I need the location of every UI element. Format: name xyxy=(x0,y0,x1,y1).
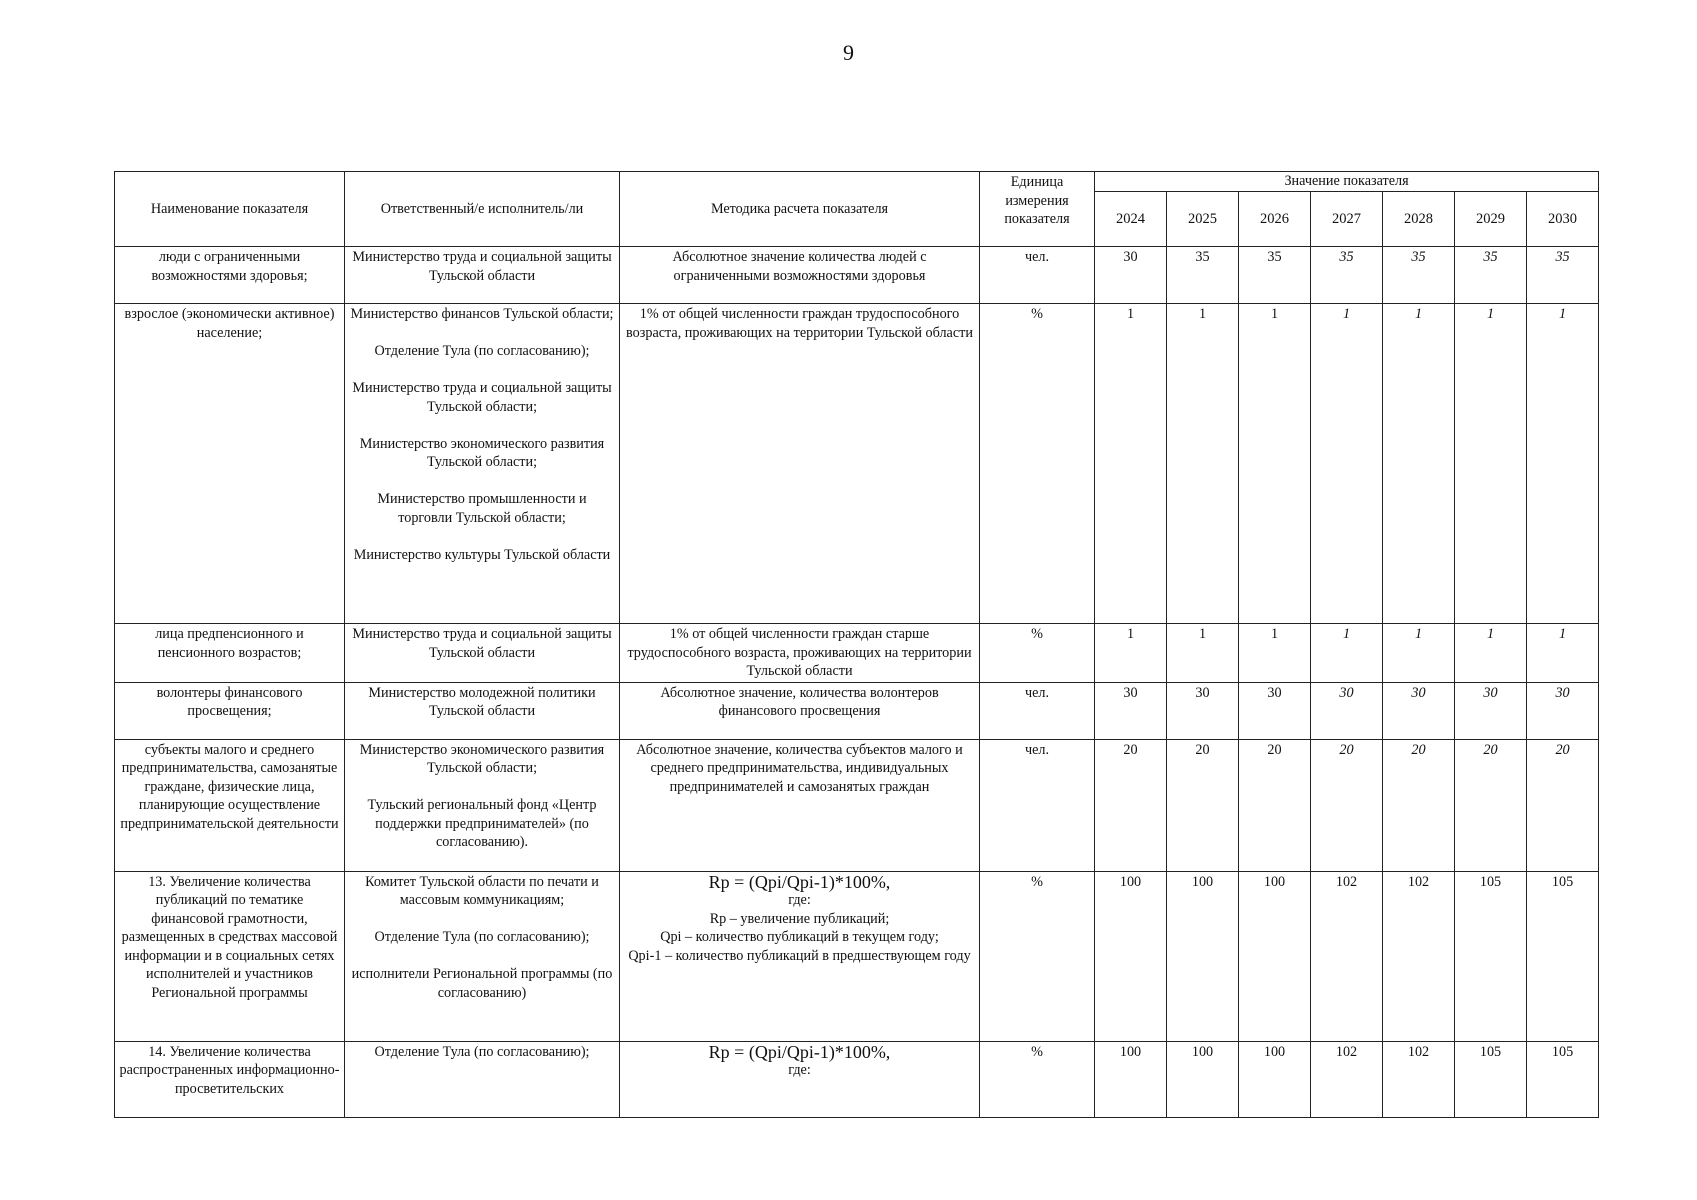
value-2028: 102 xyxy=(1383,871,1455,1041)
value-2025: 30 xyxy=(1167,682,1239,739)
value-2026: 20 xyxy=(1239,739,1311,871)
value-2025: 1 xyxy=(1167,624,1239,683)
formula-line: Rp – увеличение публикаций; xyxy=(709,910,890,927)
responsible-cell xyxy=(345,247,620,304)
value-2029: 1 xyxy=(1455,304,1527,624)
unit-cell: чел. xyxy=(980,739,1095,871)
value-2024: 20 xyxy=(1095,739,1167,871)
value-2027: 102 xyxy=(1311,871,1383,1041)
value-2028: 102 xyxy=(1383,1041,1455,1117)
header-responsible: Ответственный/е исполнитель/ли xyxy=(345,172,620,247)
unit-cell: % xyxy=(980,1041,1095,1117)
value-2027: 35 xyxy=(1311,247,1383,304)
responsible-entry: Министерство труда и социальной защиты Тульской области xyxy=(352,249,612,284)
value-2024: 30 xyxy=(1095,682,1167,739)
indicator-table xyxy=(114,171,1599,1118)
header-name: Наименование показателя xyxy=(115,172,345,247)
formula-line: где: xyxy=(788,892,811,908)
indicator-name: люди с ограниченными возможностями здоровья; xyxy=(115,247,345,304)
value-2029: 105 xyxy=(1455,871,1527,1041)
responsible-entry: Министерство промышленности и торговли Тульской области; xyxy=(377,491,587,526)
table-row xyxy=(115,304,1599,624)
method-cell: 1% от общей численности граждан трудоспособного возраста, проживающих на территории Тульской области xyxy=(620,304,980,624)
indicator-name: 13. Увеличение количества публикаций по тематике финансовой грамотности, размещенных в средствах массовой информации и в социальных сетях исполнителей и участников Региональной программы xyxy=(115,871,345,1041)
value-2030: 20 xyxy=(1527,739,1599,871)
value-2027: 1 xyxy=(1311,624,1383,683)
header-year-2029: 2029 xyxy=(1455,192,1527,247)
value-2028: 30 xyxy=(1383,682,1455,739)
formula-line: Qpi-1 – количество публикаций в предшествующем году xyxy=(628,947,971,964)
formula-line: где: xyxy=(788,1062,811,1078)
header-year-2024: 2024 xyxy=(1095,192,1167,247)
responsible-entry: Министерство труда и социальной защиты Тульской области xyxy=(352,626,612,661)
indicator-name: взрослое (экономически активное) население; xyxy=(115,304,345,624)
value-2029: 1 xyxy=(1455,624,1527,683)
responsible-entry: Министерство экономического развития Тульской области; xyxy=(359,741,605,776)
value-2028: 35 xyxy=(1383,247,1455,304)
responsible-entry: Министерство культуры Тульской области xyxy=(353,546,611,563)
value-2026: 30 xyxy=(1239,682,1311,739)
value-2027: 1 xyxy=(1311,304,1383,624)
value-2027: 102 xyxy=(1311,1041,1383,1117)
value-2029: 30 xyxy=(1455,682,1527,739)
header-unit: Единица измерения показателя xyxy=(980,172,1095,247)
value-2024: 100 xyxy=(1095,1041,1167,1117)
value-2024: 30 xyxy=(1095,247,1167,304)
header-year-2026: 2026 xyxy=(1239,192,1311,247)
responsible-entry: Министерство молодежной политики Тульской области xyxy=(368,684,596,719)
table-row xyxy=(115,247,1599,304)
value-2029: 105 xyxy=(1455,1041,1527,1117)
unit-cell: чел. xyxy=(980,247,1095,304)
table-row xyxy=(115,682,1599,739)
method-cell: 1% от общей численности граждан старше трудоспособного возраста, проживающих на территории Тульской области xyxy=(620,624,980,683)
value-2025: 35 xyxy=(1167,247,1239,304)
value-2026: 1 xyxy=(1239,304,1311,624)
value-2028: 20 xyxy=(1383,739,1455,871)
method-cell: Абсолютное значение, количества субъектов малого и среднего предпринимательства, индивидуальных предпринимателей и самозанятых граждан xyxy=(620,739,980,871)
table-row xyxy=(115,739,1599,871)
method-cell: Абсолютное значение количества людей с ограниченными возможностями здоровья xyxy=(620,247,980,304)
indicator-name: 14. Увеличение количества распространенных информационно-просветительских xyxy=(115,1041,345,1117)
responsible-entry: Министерство труда и социальной защиты Тульской области; xyxy=(352,380,612,415)
value-2026: 100 xyxy=(1239,871,1311,1041)
responsible-entry: Министерство экономического развития Тульской области; xyxy=(359,435,605,470)
value-2024: 1 xyxy=(1095,624,1167,683)
unit-cell: % xyxy=(980,304,1095,624)
indicator-name: субъекты малого и среднего предпринимательства, самозанятые граждане, физические лица, планирующие осуществление предпринимательской деятельности xyxy=(115,739,345,871)
table-row xyxy=(115,1041,1599,1117)
value-2030: 105 xyxy=(1527,1041,1599,1117)
responsible-entry: Отделение Тула (по согласованию); xyxy=(374,929,590,945)
formula-line: Rp = (Qpi/Qpi-1)*100%, xyxy=(708,1041,891,1062)
formula-line: Rp = (Qpi/Qpi-1)*100%, xyxy=(708,871,891,892)
value-2026: 100 xyxy=(1239,1041,1311,1117)
responsible-cell xyxy=(345,871,620,1041)
value-2027: 30 xyxy=(1311,682,1383,739)
header-method: Методика расчета показателя xyxy=(620,172,980,247)
value-2024: 1 xyxy=(1095,304,1167,624)
indicator-name: лица предпенсионного и пенсионного возрастов; xyxy=(115,624,345,683)
table-row xyxy=(115,871,1599,1041)
method-cell xyxy=(620,871,980,1041)
unit-cell: % xyxy=(980,871,1095,1041)
value-2030: 30 xyxy=(1527,682,1599,739)
header-year-2027: 2027 xyxy=(1311,192,1383,247)
responsible-entry: Министерство финансов Тульской области; xyxy=(350,306,614,322)
value-2028: 1 xyxy=(1383,624,1455,683)
value-2025: 100 xyxy=(1167,1041,1239,1117)
responsible-entry: Отделение Тула (по согласованию); xyxy=(374,1043,590,1060)
responsible-cell xyxy=(345,739,620,871)
responsible-cell xyxy=(345,304,620,624)
responsible-entry: Тульский региональный фонд «Центр поддержки предпринимателей» (по согласованию). xyxy=(367,797,597,850)
table-row xyxy=(115,624,1599,683)
indicator-name: волонтеры финансового просвещения; xyxy=(115,682,345,739)
value-2026: 35 xyxy=(1239,247,1311,304)
value-2025: 100 xyxy=(1167,871,1239,1041)
responsible-cell xyxy=(345,1041,620,1117)
value-2024: 100 xyxy=(1095,871,1167,1041)
responsible-entry: Отделение Тула (по согласованию); xyxy=(374,343,590,359)
value-2030: 105 xyxy=(1527,871,1599,1041)
value-2030: 1 xyxy=(1527,304,1599,624)
value-2030: 1 xyxy=(1527,624,1599,683)
value-2025: 20 xyxy=(1167,739,1239,871)
unit-cell: чел. xyxy=(980,682,1095,739)
unit-cell: % xyxy=(980,624,1095,683)
formula-line: Qpi – количество публикаций в текущем году; xyxy=(660,929,939,945)
value-2025: 1 xyxy=(1167,304,1239,624)
header-value-group: Значение показателя xyxy=(1095,172,1599,192)
header-year-2030: 2030 xyxy=(1527,192,1599,247)
value-2029: 20 xyxy=(1455,739,1527,871)
value-2026: 1 xyxy=(1239,624,1311,683)
value-2029: 35 xyxy=(1455,247,1527,304)
value-2030: 35 xyxy=(1527,247,1599,304)
responsible-cell xyxy=(345,624,620,683)
value-2028: 1 xyxy=(1383,304,1455,624)
method-cell xyxy=(620,1041,980,1117)
header-year-2028: 2028 xyxy=(1383,192,1455,247)
header-year-2025: 2025 xyxy=(1167,192,1239,247)
responsible-entry: Комитет Тульской области по печати и массовым коммуникациям; xyxy=(365,873,599,908)
page-number: 9 xyxy=(843,40,854,65)
value-2027: 20 xyxy=(1311,739,1383,871)
method-cell: Абсолютное значение, количества волонтеров финансового просвещения xyxy=(620,682,980,739)
responsible-cell xyxy=(345,682,620,739)
responsible-entry: исполнители Региональной программы (по согласованию) xyxy=(351,966,613,1001)
